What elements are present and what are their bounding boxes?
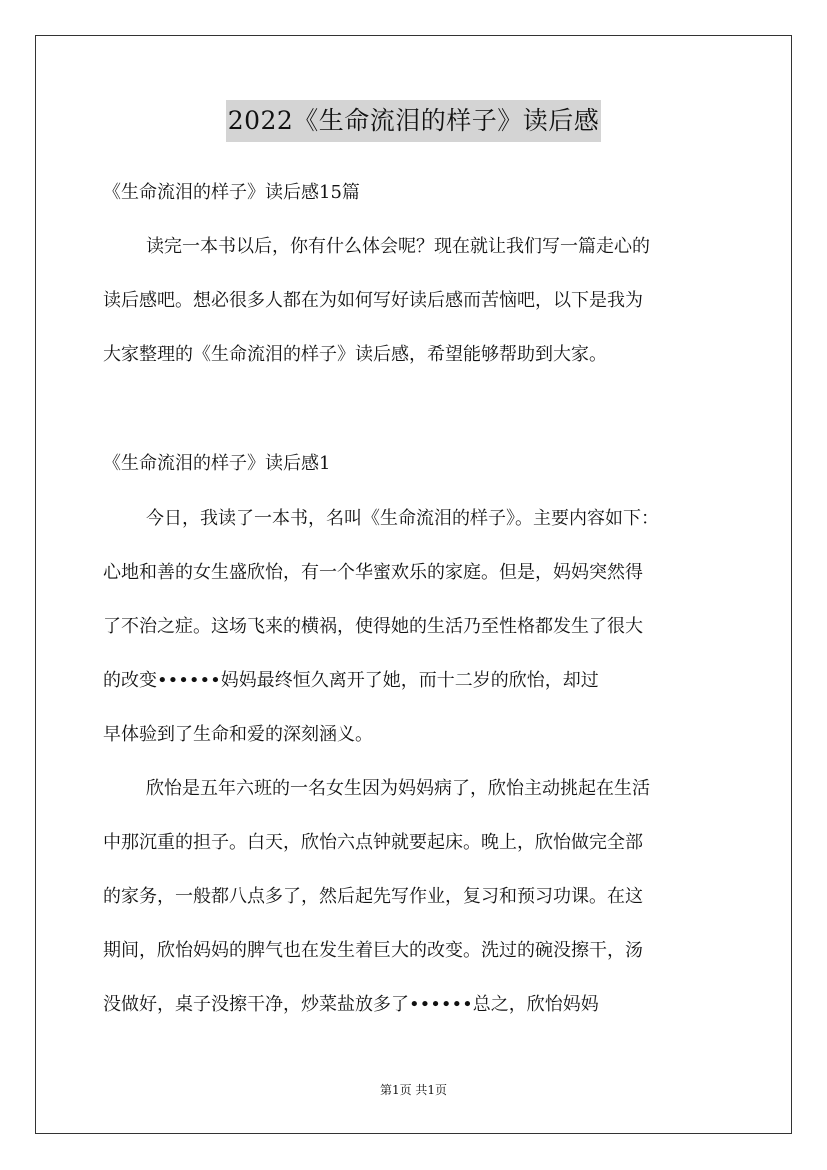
- paragraph1-line-5: 早体验到了生命和爱的深刻涵义。: [103, 724, 373, 745]
- paragraph2-line-3: 的家务，一般都八点多了，然后起先写作业，复习和预习功课。在这: [103, 886, 643, 907]
- paragraph1-line-4: 的改变••••••妈妈最终恒久离开了她，而十二岁的欣怡，却过: [103, 670, 599, 691]
- document-subtitle: 《生命流泪的样子》读后感15篇: [103, 182, 360, 203]
- document-title: 2022《生命流泪的样子》读后感: [226, 100, 602, 142]
- page-footer: 第1页 共1页: [379, 1083, 448, 1097]
- paragraph2-line-1: 欣怡是五年六班的一名女生因为妈妈病了，欣怡主动挑起在生活: [146, 778, 650, 799]
- paragraph2-line-2: 中那沉重的担子。白天，欣怡六点钟就要起床。晚上，欣怡做完全部: [103, 832, 643, 853]
- section-heading: 《生命流泪的样子》读后感1: [103, 453, 331, 474]
- paragraph2-line-4: 期间，欣怡妈妈的脾气也在发生着巨大的改变。洗过的碗没擦干，汤: [103, 940, 643, 961]
- intro-line-3: 大家整理的《生命流泪的样子》读后感，希望能够帮助到大家。: [103, 344, 607, 365]
- intro-line-2: 读后感吧。想必很多人都在为如何写好读后感而苦恼吧，以下是我为: [103, 290, 643, 311]
- title-container: [0, 100, 827, 142]
- paragraph2-line-5: 没做好，桌子没擦干净，炒菜盐放多了••••••总之，欣怡妈妈: [103, 994, 599, 1015]
- paragraph1-line-1: 今日，我读了一本书，名叫《生命流泪的样子》。主要内容如下：: [146, 508, 659, 529]
- paragraph1-line-3: 了不治之症。这场飞来的横祸，使得她的生活乃至性格都发生了很大: [103, 616, 643, 637]
- intro-line-1: 读完一本书以后，你有什么体会呢？现在就让我们写一篇走心的: [146, 236, 650, 257]
- paragraph1-line-2: 心地和善的女生盛欣怡，有一个华蜜欢乐的家庭。但是，妈妈突然得: [103, 562, 643, 583]
